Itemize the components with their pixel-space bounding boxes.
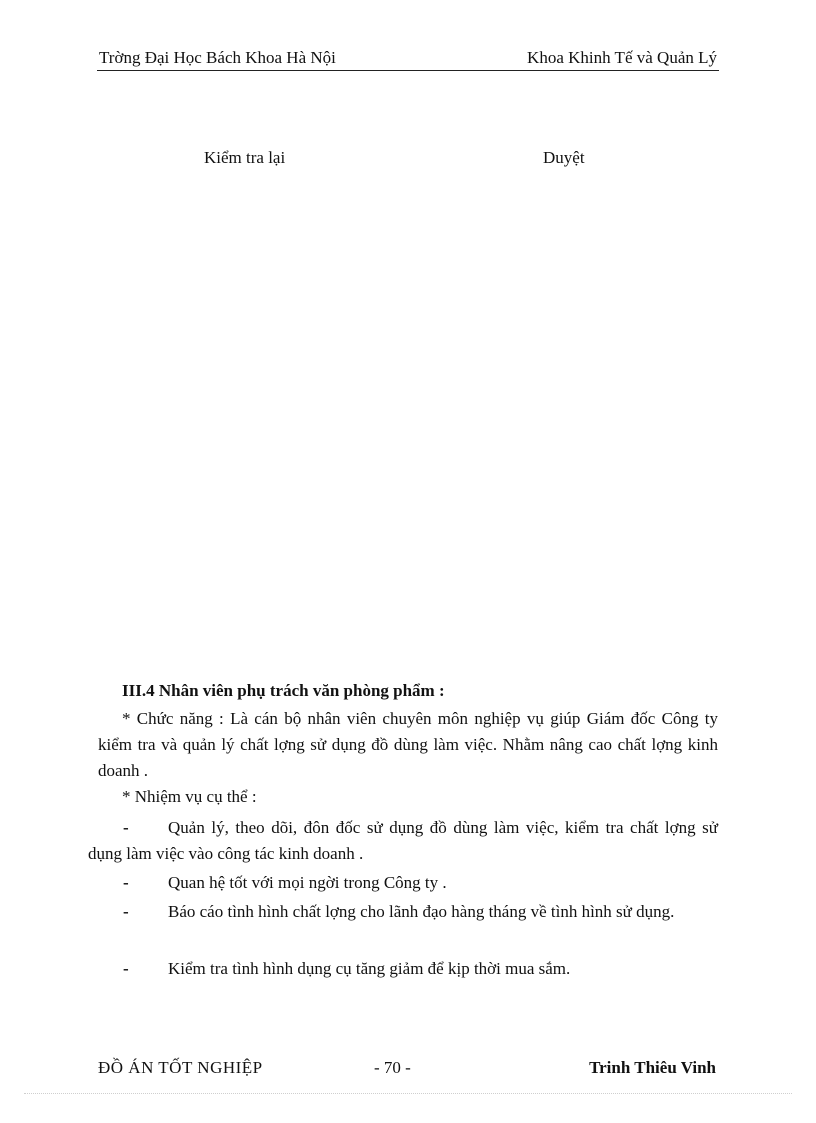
signature-approve-label: Duyệt bbox=[543, 148, 585, 167]
footer-author: Trinh Thiêu Vinh bbox=[589, 1058, 716, 1077]
bullet-text: Báo cáo tình hình chất lợng cho lãnh đạo hàng tháng về tình hình sử dụng. bbox=[168, 902, 675, 921]
footer-page-number: - 70 - bbox=[374, 1058, 411, 1077]
bullet-dash: - bbox=[123, 959, 129, 978]
duties-heading: * Nhiệm vụ cụ thể : bbox=[122, 787, 257, 806]
page-header bbox=[97, 48, 719, 71]
header-university: Trờng Đại Học Bách Khoa Hà Nội bbox=[99, 48, 336, 67]
list-item bbox=[88, 899, 718, 925]
section-title: III.4 Nhân viên phụ trách văn phòng phẩm : bbox=[122, 681, 445, 700]
header-faculty: Khoa Khinh Tế và Quản Lý bbox=[527, 48, 717, 67]
bullet-text: Kiểm tra tình hình dụng cụ tăng giảm để kịp thời mua sắm. bbox=[168, 959, 571, 978]
bullet-text: Quản lý, theo dõi, đôn đốc sử dụng đồ dùng làm việc, kiểm tra chất lợng sử dụng làm việc vào công tác kinh doanh . bbox=[88, 818, 718, 863]
bullet-text: Quan hệ tốt với mọi ngời trong Công ty . bbox=[168, 873, 447, 892]
list-item bbox=[88, 870, 718, 896]
list-item bbox=[88, 956, 718, 982]
bullet-dash: - bbox=[123, 818, 129, 837]
bullet-dash: - bbox=[123, 902, 129, 921]
bullet-dash: - bbox=[123, 873, 129, 892]
function-paragraph: * Chức năng : Là cán bộ nhân viên chuyên môn nghiệp vụ giúp Giám đốc Công ty kiểm tra và quản lý chất lợng sử dụng đồ dùng làm việc. Nhằm nâng cao chất lợng kinh doanh . bbox=[98, 709, 718, 780]
page-break-divider bbox=[24, 1093, 792, 1094]
footer-thesis-label: ĐỒ ÁN TỐT NGHIỆP bbox=[98, 1058, 263, 1077]
list-item bbox=[88, 815, 718, 867]
signature-check-label: Kiểm tra lại bbox=[204, 148, 286, 167]
